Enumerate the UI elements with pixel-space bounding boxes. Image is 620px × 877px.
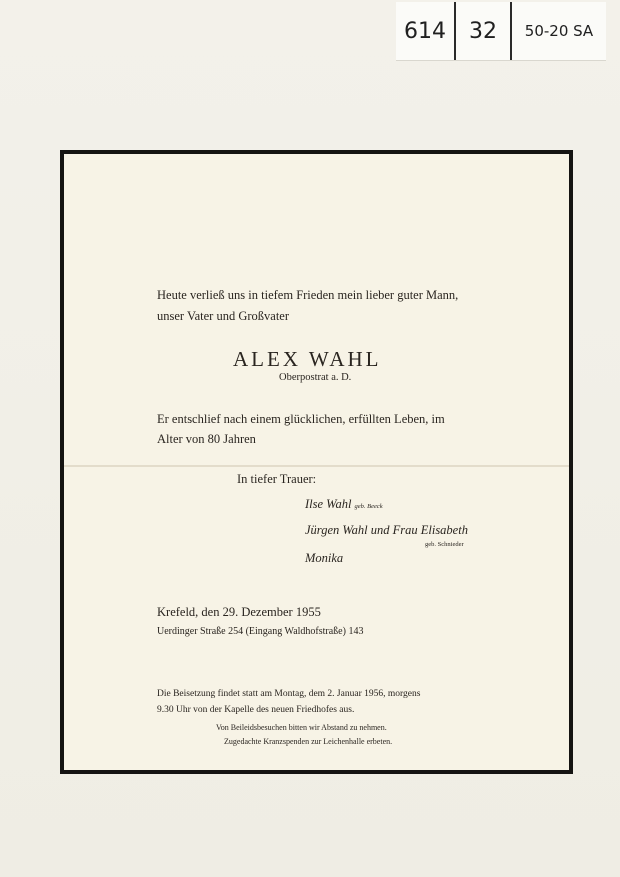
passing-line-1: Er entschlief nach einem glücklichen, erfüllten Leben, im <box>157 412 445 426</box>
fold-line <box>64 465 569 467</box>
place-date: Krefeld, den 29. Dezember 1955 <box>157 605 321 619</box>
mourning-heading: In tiefer Trauer: <box>237 472 317 486</box>
archive-number-3: 50-20 SA <box>524 22 594 40</box>
passing-line-2: Alter von 80 Jahren <box>157 432 256 446</box>
note-line-1: Von Beileidsbesuchen bitten wir Abstand zu nehmen. <box>216 723 387 732</box>
mourner-2-name: Jürgen Wahl und Frau Elisabeth <box>305 523 468 537</box>
funeral-line-2: 9.30 Uhr von der Kapelle des neuen Friedhofes aus. <box>157 705 355 715</box>
mourner-1 <box>305 497 383 512</box>
archive-label <box>396 2 606 61</box>
deceased-title: Oberpostrat a. D. <box>279 372 352 383</box>
archive-number-1: 614 <box>404 18 446 44</box>
note-line-2: Zugedachte Kranzspenden zur Leichenhalle erbeten. <box>224 737 393 746</box>
mourner-2-birthname: geb. Schnieder <box>425 541 464 548</box>
address: Uerdinger Straße 254 (Eingang Waldhofstraße) 143 <box>157 626 364 637</box>
intro-line-1: Heute verließ uns in tiefem Frieden mein lieber guter Mann, <box>157 288 459 302</box>
archive-number-2: 32 <box>469 18 497 44</box>
deceased-name: ALEX WAHL <box>233 347 382 371</box>
mourner-1-birthname: geb. Beeck <box>354 503 383 510</box>
mourning-card <box>60 150 573 774</box>
funeral-line-1: Die Beisetzung findet statt am Montag, dem 2. Januar 1956, morgens <box>157 689 421 699</box>
intro-line-2: unser Vater und Großvater <box>157 309 290 323</box>
mourner-3-name: Monika <box>305 551 344 565</box>
mourner-1-name: Ilse Wahl <box>305 497 352 511</box>
